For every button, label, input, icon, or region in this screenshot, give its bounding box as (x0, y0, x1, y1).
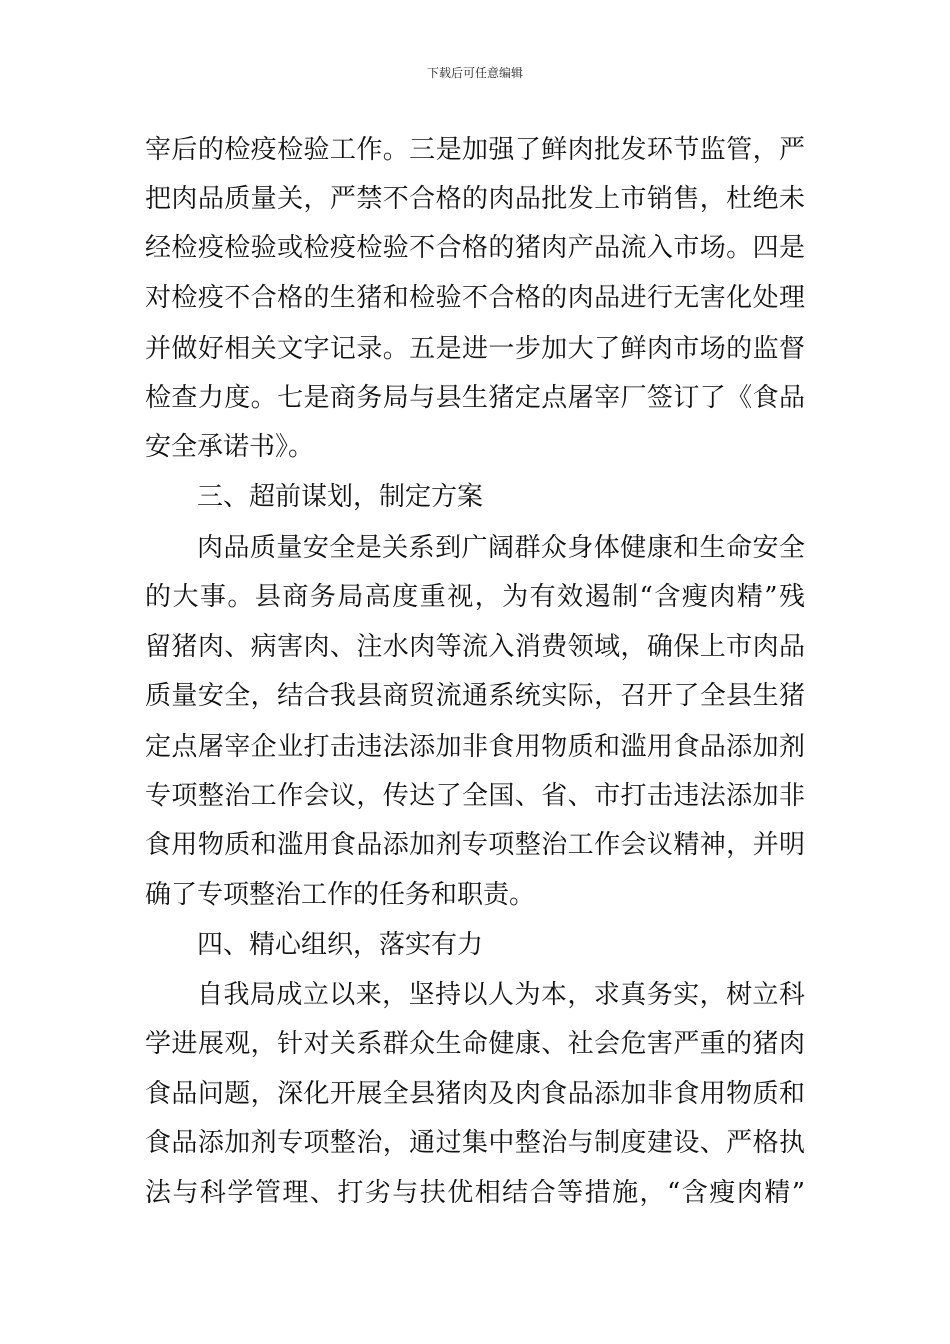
paragraph-line: 检查力度。七是商务局与县生猪定点屠宰厂签订了《食品 (145, 383, 805, 413)
paragraph-line: 法与科学管理、打劣与扶优相结合等措施，“含瘦肉精” (145, 1178, 805, 1208)
paragraph-line: 学进展观，针对关系群众生命健康、社会危害严重的猪肉 (145, 1029, 805, 1059)
paragraph-line: 食品问题，深化开展全县猪肉及肉食品添加非食用物质和 (145, 1079, 805, 1109)
paragraph-line: 宰后的检疫检验工作。三是加强了鲜肉批发环节监管，严 (145, 135, 805, 165)
paragraph-line: 质量安全，结合我县商贸流通系统实际，召开了全县生猪 (145, 681, 805, 711)
paragraph-line: 对检疫不合格的生猪和检验不合格的肉品进行无害化处理 (145, 283, 805, 313)
paragraph-line: 把肉品质量关，严禁不合格的肉品批发上市销售，杜绝未 (145, 184, 805, 214)
paragraph-line: 定点屠宰企业打击违法添加非食用物质和滥用食品添加剂 (145, 732, 805, 762)
paragraph-line: 留猪肉、病害肉、注水肉等流入消费领域，确保上市肉品 (145, 632, 805, 662)
page-header: 下载后可任意编辑 (426, 66, 523, 80)
section-heading: 四、精心组织，落实有力 (197, 930, 484, 960)
paragraph-line: 食品添加剂专项整治，通过集中整治与制度建设、严格执 (145, 1128, 805, 1158)
paragraph-line: 肉品质量安全是关系到广阔群众身体健康和生命安全 (197, 533, 805, 563)
paragraph-line: 自我局成立以来，坚持以人为本，求真务实，树立科 (197, 980, 805, 1010)
paragraph-line: 食用物质和滥用食品添加剂专项整治工作会议精神，并明 (145, 830, 805, 860)
paragraph-line: 并做好相关文字记录。五是进一步加大了鲜肉市场的监督 (145, 334, 805, 364)
paragraph-line: 经检疫检验或检疫检验不合格的猪肉产品流入市场。四是 (145, 233, 805, 263)
paragraph-line: 安全承诺书》。 (145, 432, 315, 462)
paragraph-line: 的大事。县商务局高度重视，为有效遏制“含瘦肉精”残 (145, 582, 805, 612)
section-heading: 三、超前谋划，制定方案 (197, 482, 484, 512)
paragraph-line: 确了专项整治工作的任务和职责。 (145, 880, 536, 910)
paragraph-line: 专项整治工作会议，传达了全国、省、市打击违法添加非 (145, 781, 805, 811)
